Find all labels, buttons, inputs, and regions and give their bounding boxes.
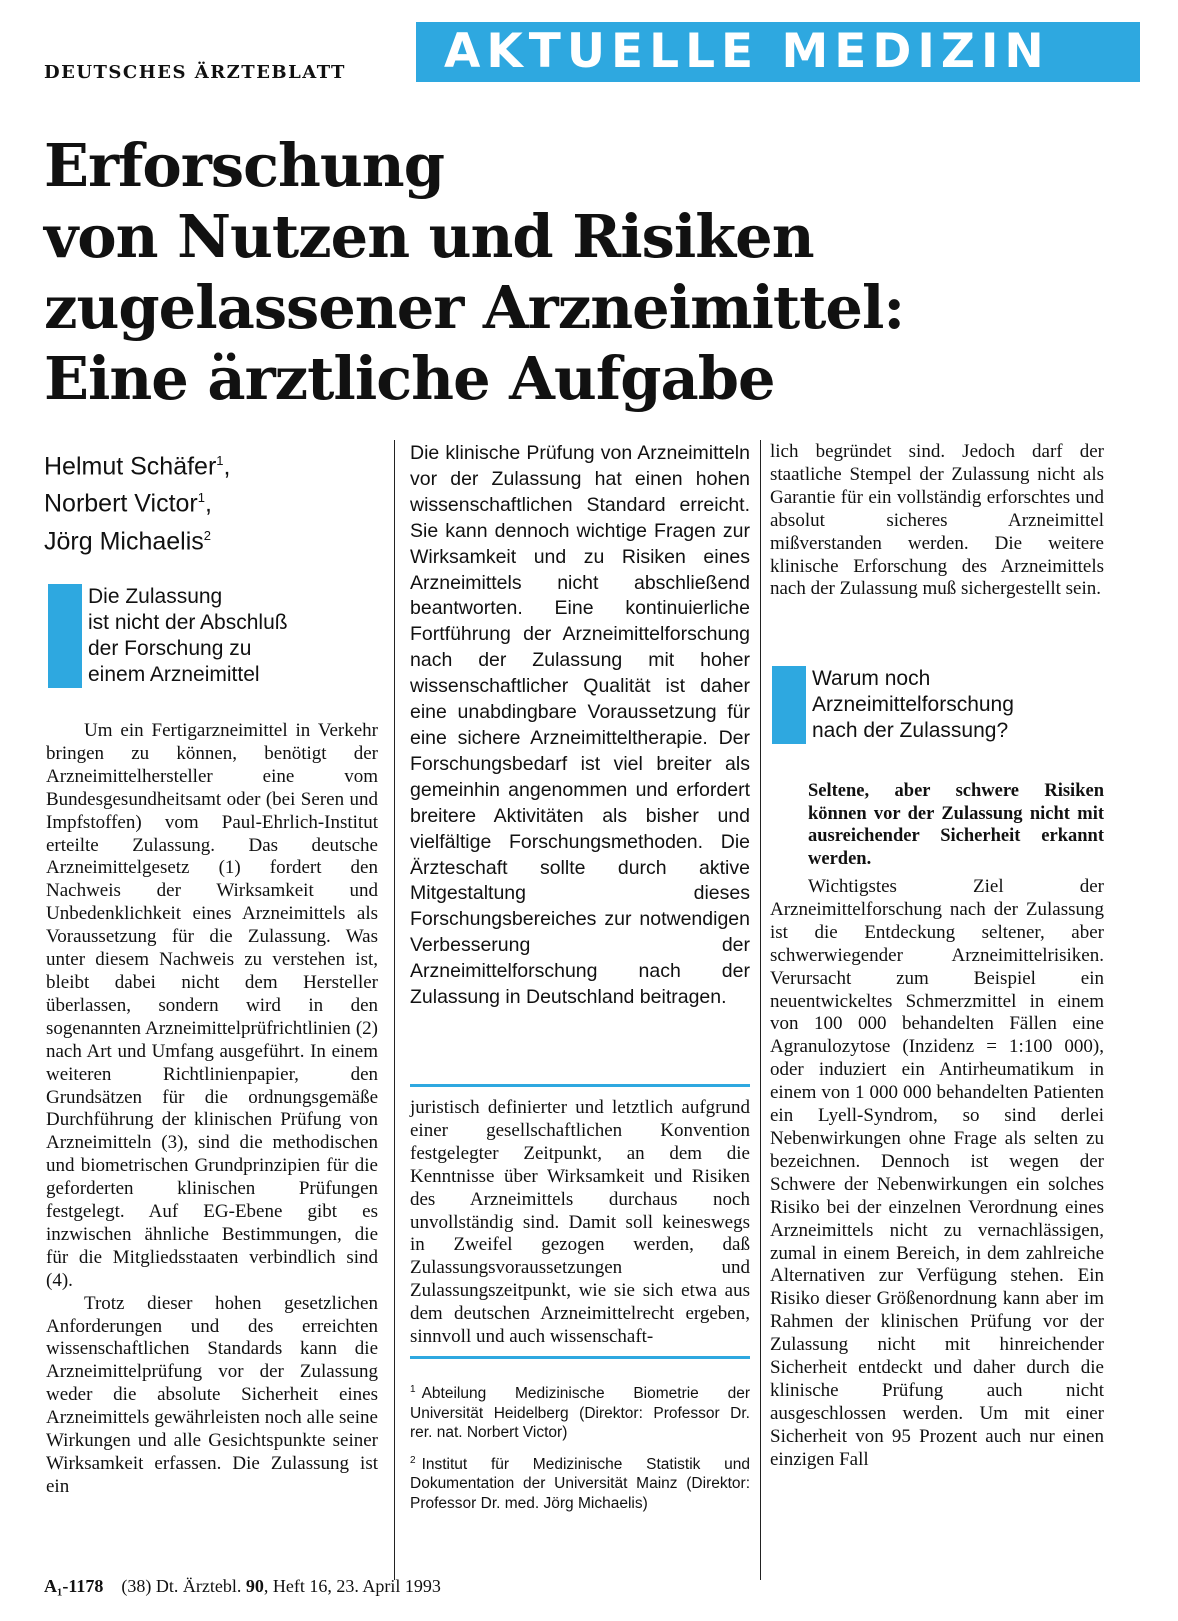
subheading-line: einem Arzneimittel	[88, 663, 260, 686]
intro-abstract	[410, 441, 750, 1011]
column-3-body	[770, 876, 1104, 1472]
subheading-line: ist nicht der Abschluß	[88, 611, 288, 634]
footnotes	[410, 1380, 750, 1521]
article-title	[44, 130, 1144, 414]
page-footer	[44, 1576, 441, 1597]
subheading-line: nach der Zulassung?	[812, 719, 1009, 742]
volume-number: 90	[245, 1576, 264, 1596]
paragraph: Wichtigstes Ziel der Arzneimittelforschung nach der Zulassung ist die Entdeckung seltener, aber schwerwiegender Arzneimittelrisiken. Verursacht zum Beispiel ein neuentwickeltes Schmerzmittel in einem von 100 000 behandelten Fällen eine Agranulozytose (Inzidenz = 1:100 000), oder induziert ein Antirheumatikum in einem von 1 000 000 behandelten Patienten ein Lyell-Syndrom, so sind derlei Nebenwirkungen ohne Frage als selten zu bezeichnen. Dennoch ist wegen der Schwere der Nebenwirkungen ein solches Risiko bei der einzelnen Verordnung eines Arzneimittels nicht zu vernachlässigen, zumal in einem Bereich, in dem zahlreiche Alternativen zur Verfügung stehen. Ein Risiko dieser Größenordnung kann aber im Rahmen der klinischen Prüfung vor der Zulassung nicht mit hinreichender Sicherheit entdeckt und daher durch die klinische Prüfung auch nicht ausgeschlossen werden. Um mit einer Sicherheit von 95 Prozent auch nur einen einzigen Fall	[770, 876, 1104, 1470]
column-3-intro	[770, 441, 1104, 601]
journal-name: DEUTSCHES ÄRZTEBLATT	[44, 62, 346, 83]
subheading-line: Arzneimittelforschung	[812, 693, 1014, 716]
citation-issue: , Heft 16, 23. April 1993	[263, 1576, 441, 1596]
abstract-paragraph: Die klinische Prüfung von Arzneimitteln vor der Zulassung hat einen hohen wissenschaftlichen Standard erreicht. Sie kann dennoch wichtige Fragen zur Wirksamkeit und zu Risiken eines Arzneimittels nicht abschließend beantworten. Eine kontinuierliche Fortführung der Arzneimittelforschung nach der Zulassung mit hoher wissenschaftlicher Qualität ist daher eine unabdingbare Voraussetzung für eine sichere Arzneimitteltherapie. Der Forschungsbedarf ist viel breiter als gemeinhin angenommen und erfordert breitere Aktivitäten als bisher und vielfältige Forschungsmethoden. Die Ärzteschaft sollte durch aktive Mitgestaltung dieses Forschungsbereiches zur notwendigen Verbesserung der Arzneimittelforschung nach der Zulassung in Deutschland beitragen.	[410, 442, 750, 1009]
author: Jörg Michaelis$^2$	[44, 526, 212, 555]
title-line: zugelassener Arzneimittel:	[44, 273, 905, 342]
subheading-line: Die Zulassung	[88, 585, 223, 608]
subheading-line: Warum noch	[812, 667, 931, 690]
column-divider	[760, 440, 761, 1580]
subheading-accent-bar	[48, 584, 82, 688]
page-number: A₁-1178	[44, 1576, 104, 1596]
author: Helmut Schäfer$^1$,	[44, 452, 231, 481]
title-line: von Nutzen und Risiken	[44, 202, 814, 271]
footnote: $^1$ Abteilung Medizinische Biometrie der Universität Heidelberg (Direktor: Professor Dr. rer. nat. Norbert Victor)	[410, 1384, 750, 1442]
citation: (38) Dt. Ärztebl.	[121, 1576, 246, 1596]
subheading-approval	[48, 584, 378, 688]
subheading-why-research	[772, 666, 1102, 744]
paragraph: Trotz dieser hohen gesetzlichen Anforderungen und des erreichten wissenschaftlichen Standards kann die Arzneimittelprüfung vor der Zulassung weder die absolute Sicherheit eines Arzneimittels gewährleisten noch alle seine Wirkungen und alle Gesichtspunkte seiner Wirksamkeit erfassen. Die Zulassung ist ein	[46, 1292, 378, 1497]
abstract-divider	[410, 1084, 750, 1087]
title-line: Eine ärztliche Aufgabe	[44, 344, 775, 413]
lead-summary: Seltene, aber schwere Risiken können vor der Zulassung nicht mit ausreichender Sicherheit erkannt werden.	[808, 781, 1104, 869]
section-banner: AKTUELLE MEDIZIN	[416, 22, 1140, 82]
subheading-line: der Forschung zu	[88, 637, 252, 660]
column-2-body	[410, 1097, 750, 1349]
column-divider	[394, 440, 395, 1580]
footnote: $^2$ Institut für Medizinische Statistik und Dokumentation der Universität Mainz (Direktor: Professor Dr. med. Jörg Michaelis)	[410, 1454, 750, 1512]
footnote-divider	[410, 1356, 750, 1359]
author: Norbert Victor$^1$,	[44, 489, 212, 518]
paragraph: Um ein Fertigarzneimittel in Verkehr bringen zu können, benötigt der Arzneimittelhersteller eine vom Bundesgesundheitsamt oder (bei Seren und Impfstoffen) vom Paul-Ehrlich-Institut erteilte Zulassung. Das deutsche Arzneimittelgesetz (1) fordert den Nachweis der Wirksamkeit und Unbedenklichkeit eines Arzneimittels als Voraussetzung für die Zulassung. Was unter diesem Nachweis zu verstehen ist, bleibt dabei nicht dem Hersteller überlassen, sondern wird in den sogenannten Arzneimittelprüfrichtlinien (2) nach Art und Umfang ausgeführt. In einem weiteren Richtlinienpapier, den Grundsätzen für die ordnungsgemäße Durchführung der klinischen Prüfung von Arzneimitteln (3), sind die methodischen und biometrischen Grundprinzipien für die geforderten klinischen Prüfungen festgelegt. Auf EG-Ebene gibt es inzwischen ähnliche Bestimmungen, die für die Mitgliedsstaaten verbindlich sind (4).	[46, 720, 378, 1291]
paragraph: lich begründet sind. Jedoch darf der staatliche Stempel der Zulassung nicht als Garantie für ein vollständig erforschtes und absolut sicheres Arzneimittel mißverstanden werden. Die weitere klinische Erforschung des Arzneimittels nach der Zulassung muß sichergestellt sein.	[770, 441, 1104, 600]
subheading-accent-bar	[772, 666, 806, 744]
paragraph: juristisch definierter und letztlich aufgrund einer gesellschaftlichen Konvention festgelegter Zeitpunkt, an dem die Kenntnisse über Wirksamkeit und Risiken des Arzneimittels durchaus noch unvollständig sind. Damit soll keineswegs in Zweifel gezogen werden, daß Zulassungsvoraussetzungen und Zulassungszeitpunkt, wie sie sich etwa aus dem deutschen Arzneimittelrecht ergeben, sinnvoll und auch wissenschaft-	[410, 1097, 750, 1348]
column-1-body	[46, 720, 378, 1499]
title-line: Erforschung	[44, 131, 444, 200]
author-list	[44, 445, 384, 557]
